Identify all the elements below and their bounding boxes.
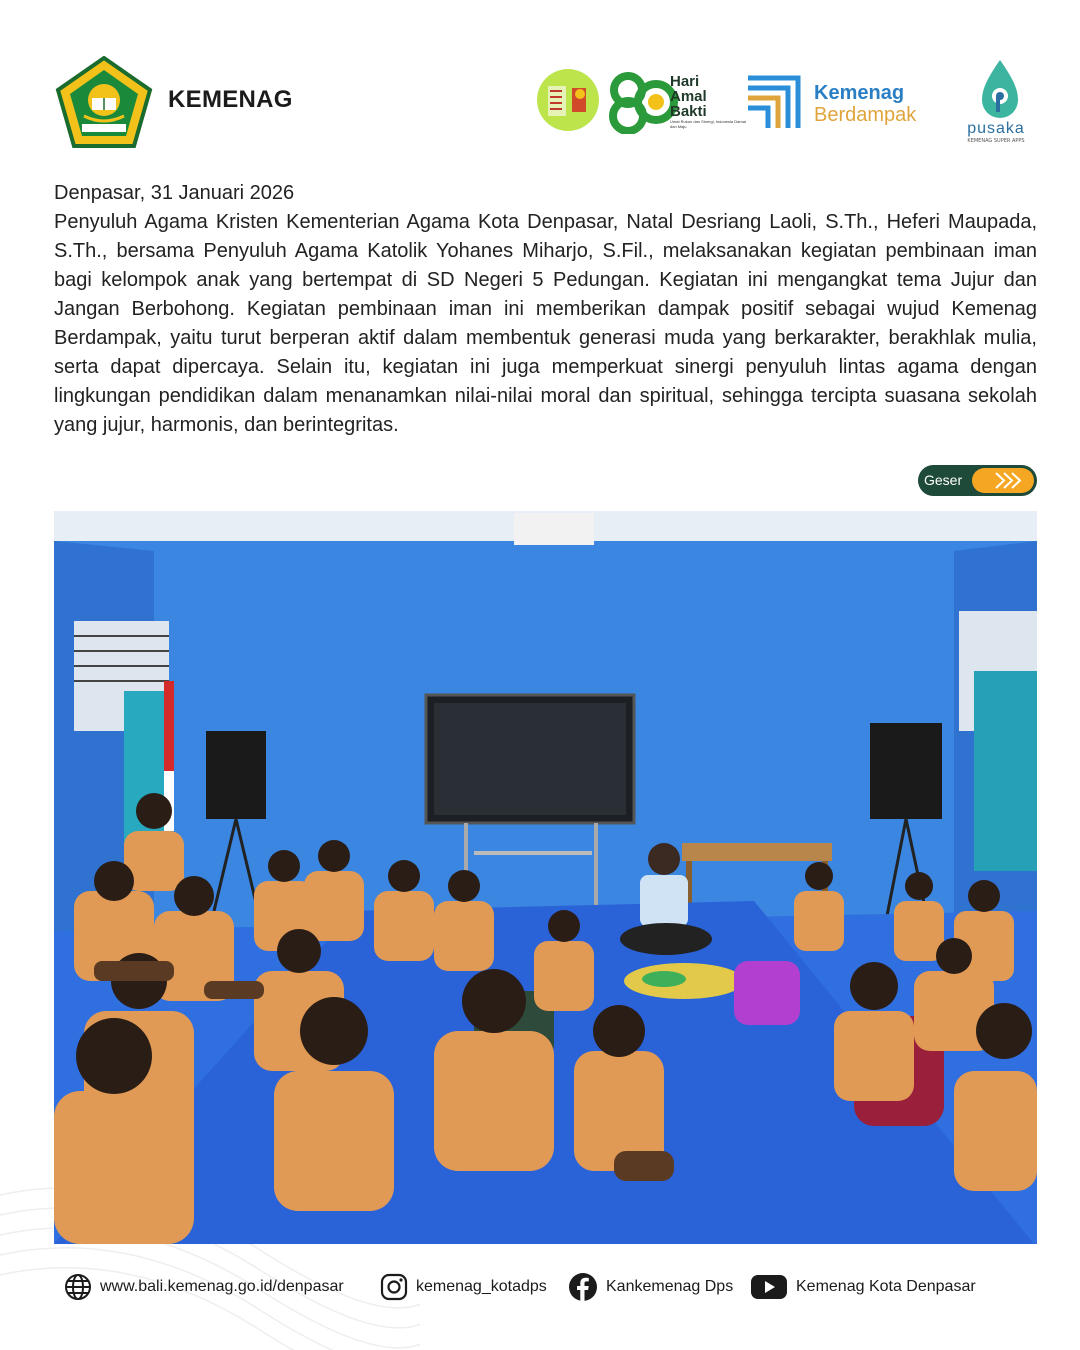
- facebook-icon: [568, 1272, 598, 1302]
- hab-80-logo: [608, 70, 678, 134]
- kemenag-berdampak-text: Kemenag Berdampak: [814, 82, 917, 126]
- partner-logos: [534, 56, 1044, 148]
- footer-youtube-text: Kemenag Kota Denpasar: [796, 1278, 976, 1295]
- youtube-icon: [750, 1273, 788, 1301]
- hari-amal-bakti-text: Hari Amal Bakti Umat Rukun dan Sinergi, Indonesia Damai dan Maju: [670, 73, 746, 129]
- event-photo: [54, 511, 1037, 1244]
- footer-website-text: www.bali.kemenag.go.id/denpasar: [100, 1278, 344, 1295]
- kemenag-berdampak-mark: [744, 74, 802, 132]
- article: [54, 179, 1037, 440]
- classroom-scene-illustration: [54, 511, 1037, 1244]
- moderasi-beragama-logo: [536, 68, 600, 132]
- footer-website-link[interactable]: [64, 1272, 344, 1302]
- footer-facebook-link[interactable]: [568, 1272, 733, 1302]
- footer-instagram-link[interactable]: [380, 1272, 547, 1302]
- swipe-arrow-pill: [972, 468, 1034, 493]
- article-dateline: Denpasar, 31 Januari 2026: [54, 182, 295, 204]
- article-body: Penyuluh Agama Kristen Kementerian Agama Kota Denpasar, Natal Desriang Laoli, S.Th., Heferi Maupada, S.Th., bersama Penyuluh Agama Katolik Yohanes Miharjo, S.Fil., melaksanakan kegiatan pembinaan iman bagi kelompok anak yang bertempat di SD Negeri 5 Pedungan. Kegiatan ini mengangkat tema Jujur dan Jangan Berbohong. Kegiatan pembinaan iman ini memberikan dampak positif sebagai wujud Kemenag Berdampak, yaitu turut berperan aktif dalam membentuk generasi muda yang berkarakter, berakhlak mulia, serta dapat dipercaya. Selain itu, kegiatan ini juga memperkuat sinergi penyuluh lintas agama dengan lingkungan pendidikan dalam menanamkan nilai-nilai moral dan spiritual, sehingga tercipta suasana sekolah yang jujur, harmonis, dan berintegritas.: [54, 211, 1037, 436]
- instagram-icon: [380, 1273, 408, 1301]
- globe-icon: [64, 1273, 92, 1301]
- pusaka-wordmark: pusaka: [967, 120, 1025, 137]
- footer: [64, 1272, 1014, 1304]
- pusaka-tagline: KEMENAG SUPER APPS: [967, 138, 1025, 144]
- footer-youtube-link[interactable]: [750, 1272, 976, 1302]
- chevron-triple-right-icon: [972, 468, 1034, 493]
- header: [54, 56, 1044, 148]
- kemenag-emblem-logo: [54, 56, 154, 148]
- org-name: KEMENAG: [168, 86, 293, 113]
- footer-instagram-text: kemenag_kotadps: [416, 1278, 547, 1295]
- swipe-label: Geser: [924, 472, 963, 488]
- footer-facebook-text: Kankemenag Dps: [606, 1278, 734, 1295]
- swipe-button[interactable]: [918, 465, 1037, 496]
